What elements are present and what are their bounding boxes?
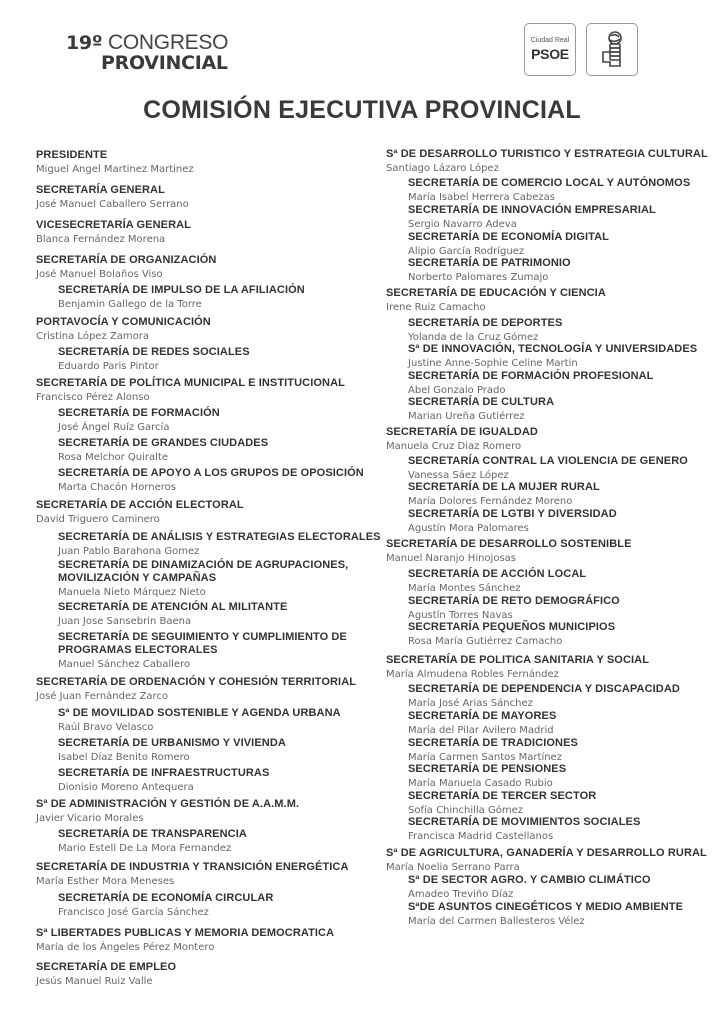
sub-office-title: SECRETARÍA DE INNOVACIÓN EMPRESARIAL [408, 204, 656, 216]
sub-office-title: SECRETARÍA DE FORMACIÓN [58, 407, 220, 419]
sub-office-title: SECRETARÍA DE SEGUIMIENTO Y CUMPLIMIENTO DE [58, 631, 347, 643]
member-name: Raúl Bravo Velasco [58, 722, 154, 733]
sub-office-title: SECRETARÍA DE DINAMIZACIÓN DE AGRUPACIONES, [58, 559, 349, 571]
member-name: Benjamin Gallego de la Torre [58, 299, 202, 310]
sub-office-title: SECRETARÍA DE REDES SOCIALES [58, 346, 250, 358]
member-name: José Manuel Caballero Serrano [36, 199, 189, 210]
member-name: Francisco Pérez Alonso [36, 392, 150, 403]
sub-office-title: SªDE ASUNTOS CINEGÉTICOS Y MEDIO AMBIENTE [408, 901, 684, 913]
sub-office-title: PROGRAMAS ELECTORALES [58, 644, 218, 656]
sub-office-title: SECRETARÍA DE INFRAESTRUCTURAS [58, 767, 270, 779]
member-name: Dionisio Moreno Antequera [58, 782, 194, 793]
member-name: Blanca Fernández Morena [36, 234, 166, 245]
member-name: Vanessa Sáez López [408, 470, 509, 481]
office-title: SECRETARÍA DE IGUALDAD [386, 426, 538, 438]
office-title: PRESIDENTE [36, 149, 108, 161]
sub-office-title: SECRETARÍA DE DEPORTES [408, 317, 563, 329]
office-title: Sª DE ADMINISTRACIÓN Y GESTIÓN DE A.A.M.M. [36, 798, 300, 810]
sub-office-title: SECRETARÍA DE ACCIÓN LOCAL [408, 568, 587, 580]
member-name: Rosa María Gutiérrez Camacho [408, 636, 563, 647]
sub-office-title: SECRETARÍA DE MAYORES [408, 710, 557, 722]
office-title: SECRETARÍA DE ORDENACIÓN Y COHESIÓN TERRITORIAL [36, 676, 357, 688]
office-title: Sª DE AGRICULTURA, GANADERÍA Y DESARROLLO RURAL [386, 847, 707, 859]
congress-number: 19º [66, 32, 103, 54]
member-name: Norberto Palomares Zumajo [408, 272, 549, 283]
member-name: Justine Anne-Sophie Celine Martin [408, 358, 578, 369]
member-name: María Montes Sánchez [408, 583, 521, 594]
member-name: Manuel Sánchez Caballero [58, 659, 191, 670]
member-name: Juan Jose Sansebrin Baena [58, 616, 192, 627]
member-name: Irene Ruiz Camacho [386, 302, 486, 313]
sub-office-title: Sª DE MOVILIDAD SOSTENIBLE Y AGENDA URBANA [58, 707, 341, 719]
member-name: Yolanda de la Cruz Gómez [408, 332, 539, 343]
member-name: Francisca Madrid Castellanos [408, 831, 554, 842]
office-title: SECRETARÍA DE ORGANIZACIÓN [36, 254, 217, 266]
sub-office-title: SECRETARÍA DE LGTBI Y DIVERSIDAD [408, 508, 617, 520]
member-name: Juan Pablo Barahona Gomez [58, 546, 200, 557]
sub-office-title: SECRETARÍA DE DEPENDENCIA Y DISCAPACIDAD [408, 683, 680, 695]
sub-office-title: SECRETARÍA DE IMPULSO DE LA AFILIACIÓN [58, 284, 305, 296]
member-name: María Almudena Robles Fernández [386, 669, 559, 680]
member-name: María de los Ángeles Pérez Montero [36, 942, 215, 953]
psoe-logo-icon [524, 23, 576, 76]
sub-office-title: SECRETARÍA DE TERCER SECTOR [408, 790, 597, 802]
sub-office-title: SECRETARÍA DE TRADICIONES [408, 737, 578, 749]
fist-and-rose-icon [586, 23, 638, 76]
fist-rose-glyph [599, 30, 627, 70]
sub-office-title: SECRETARÍA DE ANÁLISIS Y ESTRATEGIAS ELECTORALES [58, 531, 381, 543]
sub-office-title: SECRETARÍA DE ECONOMÍA CIRCULAR [58, 892, 274, 904]
congress-heading [66, 33, 228, 73]
sub-office-title: SECRETARÍA DE TRANSPARENCIA [58, 828, 247, 840]
member-name: Jesús Manuel Ruiz Valle [36, 976, 153, 987]
member-name: Marta Chacón Horneros [58, 482, 176, 493]
office-title: VICESECRETARÍA GENERAL [36, 219, 191, 231]
sub-office-title: SECRETARÍA DE APOYO A LOS GRUPOS DE OPOSICIÓN [58, 467, 364, 479]
sub-office-title: SECRETARÍA DE GRANDES CIUDADES [58, 437, 269, 449]
member-name: Francisco José García Sánchez [58, 907, 209, 918]
member-name: María Isabel Herrera Cabezas [408, 192, 555, 203]
sub-office-title: Sª DE SECTOR AGRO. Y CAMBIO CLIMÁTICO [408, 874, 651, 886]
office-title: SECRETARÍA DE POLITICA SANITARIA Y SOCIAL [386, 654, 650, 666]
member-name: María Manuela Casado Rubio [408, 778, 553, 789]
sub-office-title: SECRETARÍA PEQUEÑOS MUNICIPIOS [408, 621, 616, 633]
member-name: Eduardo Paris Pintor [58, 361, 159, 372]
congress-heading-line2: PROVINCIAL [101, 52, 228, 74]
office-title: Sª DE DESARROLLO TURISTICO Y ESTRATEGIA CULTURAL [386, 148, 708, 160]
member-name: Rosa Melchor Quiralte [58, 452, 169, 463]
sub-office-title: SECRETARÍA DE LA MUJER RURAL [408, 481, 600, 493]
member-name: José Ángel Ruíz García [58, 422, 170, 433]
sub-office-title: SECRETARÍA DE RETO DEMOGRÁFICO [408, 595, 620, 607]
member-name: Marian Ureña Gutiérrez [408, 411, 525, 422]
member-name: Abel Gonzalo Prado [408, 385, 506, 396]
sub-office-title: SECRETARÍA DE PENSIONES [408, 763, 567, 775]
member-name: Sergio Navarro Adeva [408, 219, 517, 230]
member-name: María Carmen Santos Martínez [408, 752, 562, 763]
member-name: Javier Vicario Morales [36, 813, 144, 824]
member-name: María José Arias Sánchez [408, 698, 533, 709]
sub-office-title: SECRETARÍA CONTRAL LA VIOLENCIA DE GENERO [408, 455, 688, 467]
member-name: Mario Estell De La Mora Fernandez [58, 843, 232, 854]
member-name: Manuela Cruz Diaz Romero [386, 441, 522, 452]
member-name: Manuela Nieto Márquez Nieto [58, 587, 206, 598]
office-title: SECRETARÍA DE EMPLEO [36, 961, 177, 973]
sub-office-title: SECRETARÍA DE COMERCIO LOCAL Y AUTÓNOMOS [408, 177, 691, 189]
member-name: Alipio García Rodríguez [408, 246, 525, 257]
member-name: David Triguero Caminero [36, 514, 160, 525]
office-title: SECRETARÍA DE EDUCACIÓN Y CIENCIA [386, 287, 606, 299]
member-name: Manuel Naranjo Hinojosas [386, 553, 516, 564]
office-title: SECRETARÍA DE POLÍTICA MUNICIPAL E INSTITUCIONAL [36, 377, 345, 389]
sub-office-title: SECRETARÍA DE ATENCIÓN AL MILITANTE [58, 601, 288, 613]
office-title: SECRETARÍA GENERAL [36, 184, 165, 196]
sub-office-title: SECRETARÍA DE MOVIMIENTOS SOCIALES [408, 816, 641, 828]
sub-office-title: Sª DE INNOVACIÓN, TECNOLOGÍA Y UNIVERSIDADES [408, 343, 698, 355]
logo-city-label: Ciudad Real [530, 37, 570, 44]
member-name: Cristina López Zamora [36, 331, 149, 342]
sub-office-title: SECRETARÍA DE PATRIMONIO [408, 257, 571, 269]
sub-office-title: SECRETARÍA DE URBANISMO Y VIVIENDA [58, 737, 286, 749]
member-name: Miguel Angel Martinez Martinez [36, 164, 194, 175]
office-title: SECRETARÍA DE DESARROLLO SOSTENIBLE [386, 538, 632, 550]
member-name: Agustín Torres Navas [408, 610, 513, 621]
member-name: Agustín Mora Palomares [408, 523, 529, 534]
member-name: Santiago Lázaro López [386, 163, 499, 174]
member-name: Sofía Chinchilla Gómez [408, 805, 523, 816]
member-name: María Esther Mora Meneses [36, 876, 175, 887]
congress-heading-line1 [66, 33, 228, 53]
sub-office-title: MOVILIZACIÓN Y CAMPAÑAS [58, 572, 217, 584]
member-name: José Juan Fernández Zarco [36, 691, 169, 702]
member-name: María Noelia Serrano Parra [386, 862, 520, 873]
member-name: José Manuel Bolaños Viso [36, 269, 163, 280]
office-title: PORTAVOCÍA Y COMUNICACIÓN [36, 316, 211, 328]
member-name: María Dolores Fernández Moreno [408, 496, 573, 507]
member-name: Isabel Díaz Benito Romero [58, 752, 190, 763]
member-name: María del Pilar Avilero Madrid [408, 725, 554, 736]
office-title: Sª LIBERTADES PUBLICAS Y MEMORIA DEMOCRATICA [36, 927, 335, 939]
member-name: Amadeo Treviño Díaz [408, 889, 514, 900]
member-name: María del Carmen Ballesteros Vélez [408, 916, 585, 927]
page-title: COMISIÓN EJECUTIVA PROVINCIAL [143, 96, 581, 124]
office-title: SECRETARÍA DE INDUSTRIA Y TRANSICIÓN ENERGÉTICA [36, 861, 349, 873]
logo-party-label: PSOE [531, 46, 569, 62]
sub-office-title: SECRETARÍA DE CULTURA [408, 396, 555, 408]
office-title: SECRETARÍA DE ACCIÓN ELECTORAL [36, 499, 244, 511]
sub-office-title: SECRETARÍA DE ECONOMÍA DIGITAL [408, 231, 609, 243]
congress-word: CONGRESO [108, 31, 229, 54]
sub-office-title: SECRETARÍA DE FORMACIÓN PROFESIONAL [408, 370, 654, 382]
